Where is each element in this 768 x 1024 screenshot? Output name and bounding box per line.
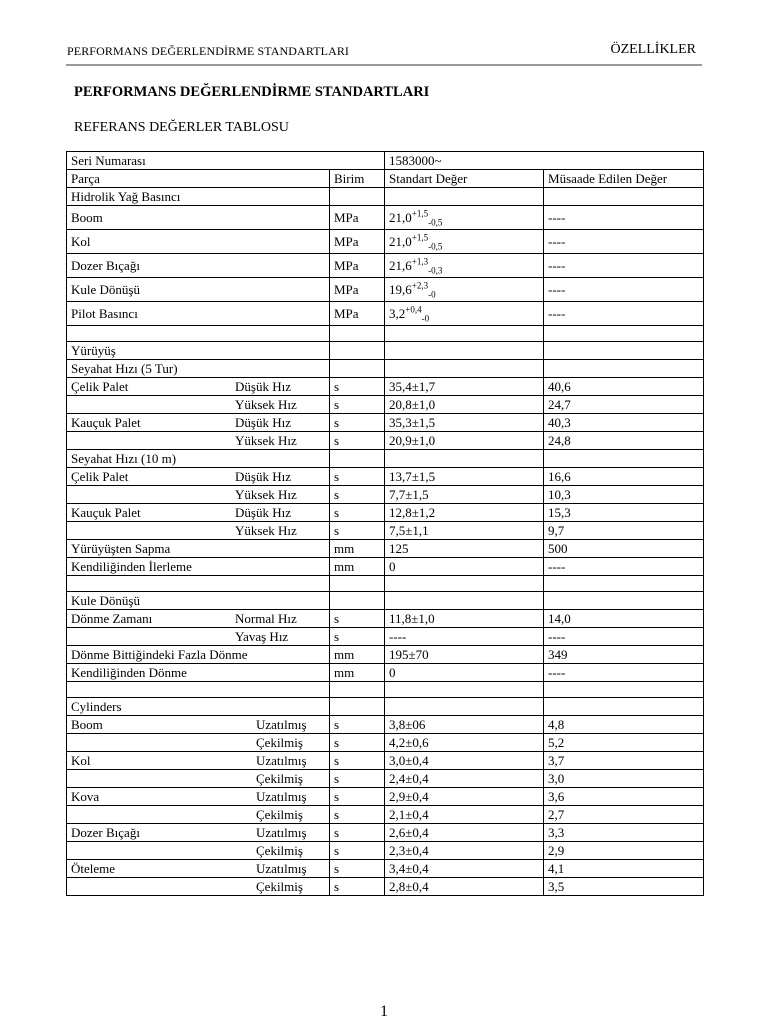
table-row	[67, 378, 704, 396]
allowed-value: 24,8	[544, 432, 704, 450]
allowed-value: 2,7	[544, 806, 704, 824]
unit-cell: s	[330, 504, 385, 522]
table-row	[67, 752, 704, 770]
table-row	[67, 664, 704, 682]
allowed-value: ----	[544, 558, 704, 576]
table-row	[67, 414, 704, 432]
standard-value: $3,2^{+0,4}_{-0}$	[385, 302, 544, 326]
unit-cell: mm	[330, 540, 385, 558]
row-label: Çekilmiş	[67, 842, 330, 860]
table-row	[67, 860, 704, 878]
allowed-value: 349	[544, 646, 704, 664]
allowed-value: 3,6	[544, 788, 704, 806]
unit-cell: s	[330, 610, 385, 628]
table-row	[67, 878, 704, 896]
table-row	[67, 770, 704, 788]
standard-value: 12,8±1,2	[385, 504, 544, 522]
table-row	[67, 302, 704, 326]
row-label: Yürüyüşten Sapma	[67, 540, 330, 558]
spacer-row	[67, 576, 704, 592]
swing-heading: Kule Dönüşü	[67, 592, 330, 610]
standard-value: 2,1±0,4	[385, 806, 544, 824]
allowed-value: ----	[544, 628, 704, 646]
allowed-value: ----	[544, 206, 704, 230]
row-label: Öteleme Uzatılmış	[67, 860, 330, 878]
row-label: Kova Uzatılmış	[67, 788, 330, 806]
row-label: Dozer Bıçağı	[67, 254, 330, 278]
page-number: 1	[380, 1003, 388, 1020]
standard-value: 2,9±0,4	[385, 788, 544, 806]
allowed-value: 10,3	[544, 486, 704, 504]
unit-cell: s	[330, 878, 385, 896]
row-label: Dönme Bittiğindeki Fazla Dönme	[67, 646, 330, 664]
allowed-value: 3,0	[544, 770, 704, 788]
unit-cell: s	[330, 716, 385, 734]
table-row	[67, 558, 704, 576]
allowed-value: 5,2	[544, 734, 704, 752]
allowed-value: 3,5	[544, 878, 704, 896]
section-heading-row	[67, 188, 704, 206]
allowed-value: ----	[544, 278, 704, 302]
row-label: Çelik Palet Düşük Hız	[67, 378, 330, 396]
allowed-value: 16,6	[544, 468, 704, 486]
table-row	[67, 396, 704, 414]
section-heading-row	[67, 698, 704, 716]
unit-cell: s	[330, 486, 385, 504]
unit-cell: s	[330, 788, 385, 806]
standard-value: 2,6±0,4	[385, 824, 544, 842]
standard-value: 0	[385, 558, 544, 576]
row-label: Kule Dönüşü	[67, 278, 330, 302]
row-label: Boom	[67, 206, 330, 230]
table-row	[67, 432, 704, 450]
allowed-value: 40,6	[544, 378, 704, 396]
unit-cell: MPa	[330, 254, 385, 278]
unit-cell: MPa	[330, 278, 385, 302]
section-heading-row	[67, 342, 704, 360]
standard-value: 11,8±1,0	[385, 610, 544, 628]
unit-cell: s	[330, 860, 385, 878]
col-header-standard: Standart Değer	[385, 170, 544, 188]
standard-value: ----	[385, 628, 544, 646]
spacer-row	[67, 326, 704, 342]
row-label: Çelik Palet Düşük Hız	[67, 468, 330, 486]
cylinders-heading: Cylinders	[67, 698, 330, 716]
table-row	[67, 278, 704, 302]
standard-value: 3,8±06	[385, 716, 544, 734]
unit-cell: MPa	[330, 206, 385, 230]
unit-cell: mm	[330, 558, 385, 576]
row-label: Kendiliğinden İlerleme	[67, 558, 330, 576]
standard-value: 20,9±1,0	[385, 432, 544, 450]
table-row	[67, 152, 704, 170]
table-row	[67, 824, 704, 842]
row-label: Kol Uzatılmış	[67, 752, 330, 770]
standard-value: 3,4±0,4	[385, 860, 544, 878]
standard-value: 125	[385, 540, 544, 558]
unit-cell: s	[330, 432, 385, 450]
row-label: Kauçuk Palet Düşük Hız	[67, 504, 330, 522]
travel-heading: Yürüyüş	[67, 342, 330, 360]
row-label: Çekilmiş	[67, 806, 330, 824]
standard-value: $21,0^{+1,5}_{-0,5}$	[385, 206, 544, 230]
unit-cell: s	[330, 734, 385, 752]
table-row	[67, 468, 704, 486]
table-header-row	[67, 170, 704, 188]
table-row	[67, 646, 704, 664]
row-label: Dozer Bıçağı Uzatılmış	[67, 824, 330, 842]
standard-value: $19,6^{+2,3}_{-0}$	[385, 278, 544, 302]
table-row	[67, 254, 704, 278]
row-label: Pilot Basıncı	[67, 302, 330, 326]
row-label: Çekilmiş	[67, 770, 330, 788]
standard-value: 4,2±0,6	[385, 734, 544, 752]
row-label: Çekilmiş	[67, 878, 330, 896]
serial-label: Seri Numarası	[67, 152, 385, 170]
allowed-value: ----	[544, 230, 704, 254]
table-row	[67, 206, 704, 230]
row-label: Çekilmiş	[67, 734, 330, 752]
allowed-value: ----	[544, 254, 704, 278]
standard-value: 20,8±1,0	[385, 396, 544, 414]
subsection-row	[67, 450, 704, 468]
page-title: PERFORMANS DEĞERLENDİRME STANDARTLARI	[74, 84, 430, 100]
allowed-value: 2,9	[544, 842, 704, 860]
allowed-value: 14,0	[544, 610, 704, 628]
standard-value: 195±70	[385, 646, 544, 664]
unit-cell: s	[330, 628, 385, 646]
unit-cell: s	[330, 378, 385, 396]
standard-value: 2,4±0,4	[385, 770, 544, 788]
row-label: Boom Uzatılmış	[67, 716, 330, 734]
serial-value: 1583000~	[385, 152, 704, 170]
row-label: Yavaş Hız	[67, 628, 330, 646]
table-row	[67, 504, 704, 522]
standard-value: 2,8±0,4	[385, 878, 544, 896]
unit-cell: mm	[330, 664, 385, 682]
col-header-part: Parça	[67, 170, 330, 188]
allowed-value: 9,7	[544, 522, 704, 540]
row-label: Yüksek Hız	[67, 522, 330, 540]
table-row	[67, 734, 704, 752]
hydraulic-heading: Hidrolik Yağ Basıncı	[67, 188, 330, 206]
standard-value: 35,4±1,7	[385, 378, 544, 396]
allowed-value: 15,3	[544, 504, 704, 522]
row-label: Kol	[67, 230, 330, 254]
table-row	[67, 486, 704, 504]
header-divider	[66, 64, 702, 66]
allowed-value: ----	[544, 302, 704, 326]
unit-cell: s	[330, 806, 385, 824]
standard-value: 2,3±0,4	[385, 842, 544, 860]
row-label: Kauçuk Palet Düşük Hız	[67, 414, 330, 432]
standard-value: 35,3±1,5	[385, 414, 544, 432]
row-label: Dönme Zamanı Normal Hız	[67, 610, 330, 628]
allowed-value: 3,7	[544, 752, 704, 770]
row-label: Yüksek Hız	[67, 396, 330, 414]
col-header-unit: Birim	[330, 170, 385, 188]
travel-speed-10-label: Seyahat Hızı (10 m)	[67, 450, 330, 468]
subsection-row	[67, 360, 704, 378]
unit-cell: s	[330, 770, 385, 788]
allowed-value: 24,7	[544, 396, 704, 414]
allowed-value: ----	[544, 664, 704, 682]
unit-cell: s	[330, 752, 385, 770]
travel-speed-5-label: Seyahat Hızı (5 Tur)	[67, 360, 330, 378]
standard-value: $21,6^{+1,3}_{-0,3}$	[385, 254, 544, 278]
allowed-value: 40,3	[544, 414, 704, 432]
reference-values-table	[66, 151, 704, 896]
row-label: Yüksek Hız	[67, 432, 330, 450]
allowed-value: 500	[544, 540, 704, 558]
allowed-value: 4,1	[544, 860, 704, 878]
unit-cell: MPa	[330, 230, 385, 254]
row-label: Yüksek Hız	[67, 486, 330, 504]
spacer-row	[67, 682, 704, 698]
unit-cell: s	[330, 842, 385, 860]
unit-cell: s	[330, 522, 385, 540]
table-row	[67, 610, 704, 628]
running-header-section: ÖZELLİKLER	[610, 42, 696, 57]
table-row	[67, 788, 704, 806]
standard-value: $21,0^{+1,5}_{-0,5}$	[385, 230, 544, 254]
allowed-value: 4,8	[544, 716, 704, 734]
table-row	[67, 716, 704, 734]
running-header-title: PERFORMANS DEĞERLENDİRME STANDARTLARI	[67, 44, 350, 58]
row-label: Kendiliğinden Dönme	[67, 664, 330, 682]
standard-value: 7,7±1,5	[385, 486, 544, 504]
section-heading-row	[67, 592, 704, 610]
unit-cell: s	[330, 396, 385, 414]
unit-cell: MPa	[330, 302, 385, 326]
page-subtitle: REFERANS DEĞERLER TABLOSU	[74, 120, 289, 135]
col-header-allowed: Müsaade Edilen Değer	[544, 170, 704, 188]
unit-cell: s	[330, 468, 385, 486]
table-row	[67, 628, 704, 646]
allowed-value: 3,3	[544, 824, 704, 842]
standard-value: 13,7±1,5	[385, 468, 544, 486]
table-row	[67, 540, 704, 558]
unit-cell: s	[330, 414, 385, 432]
table-row	[67, 842, 704, 860]
standard-value: 7,5±1,1	[385, 522, 544, 540]
standard-value: 3,0±0,4	[385, 752, 544, 770]
table-row	[67, 522, 704, 540]
table-row	[67, 806, 704, 824]
standard-value: 0	[385, 664, 544, 682]
table-row	[67, 230, 704, 254]
unit-cell: s	[330, 824, 385, 842]
unit-cell: mm	[330, 646, 385, 664]
